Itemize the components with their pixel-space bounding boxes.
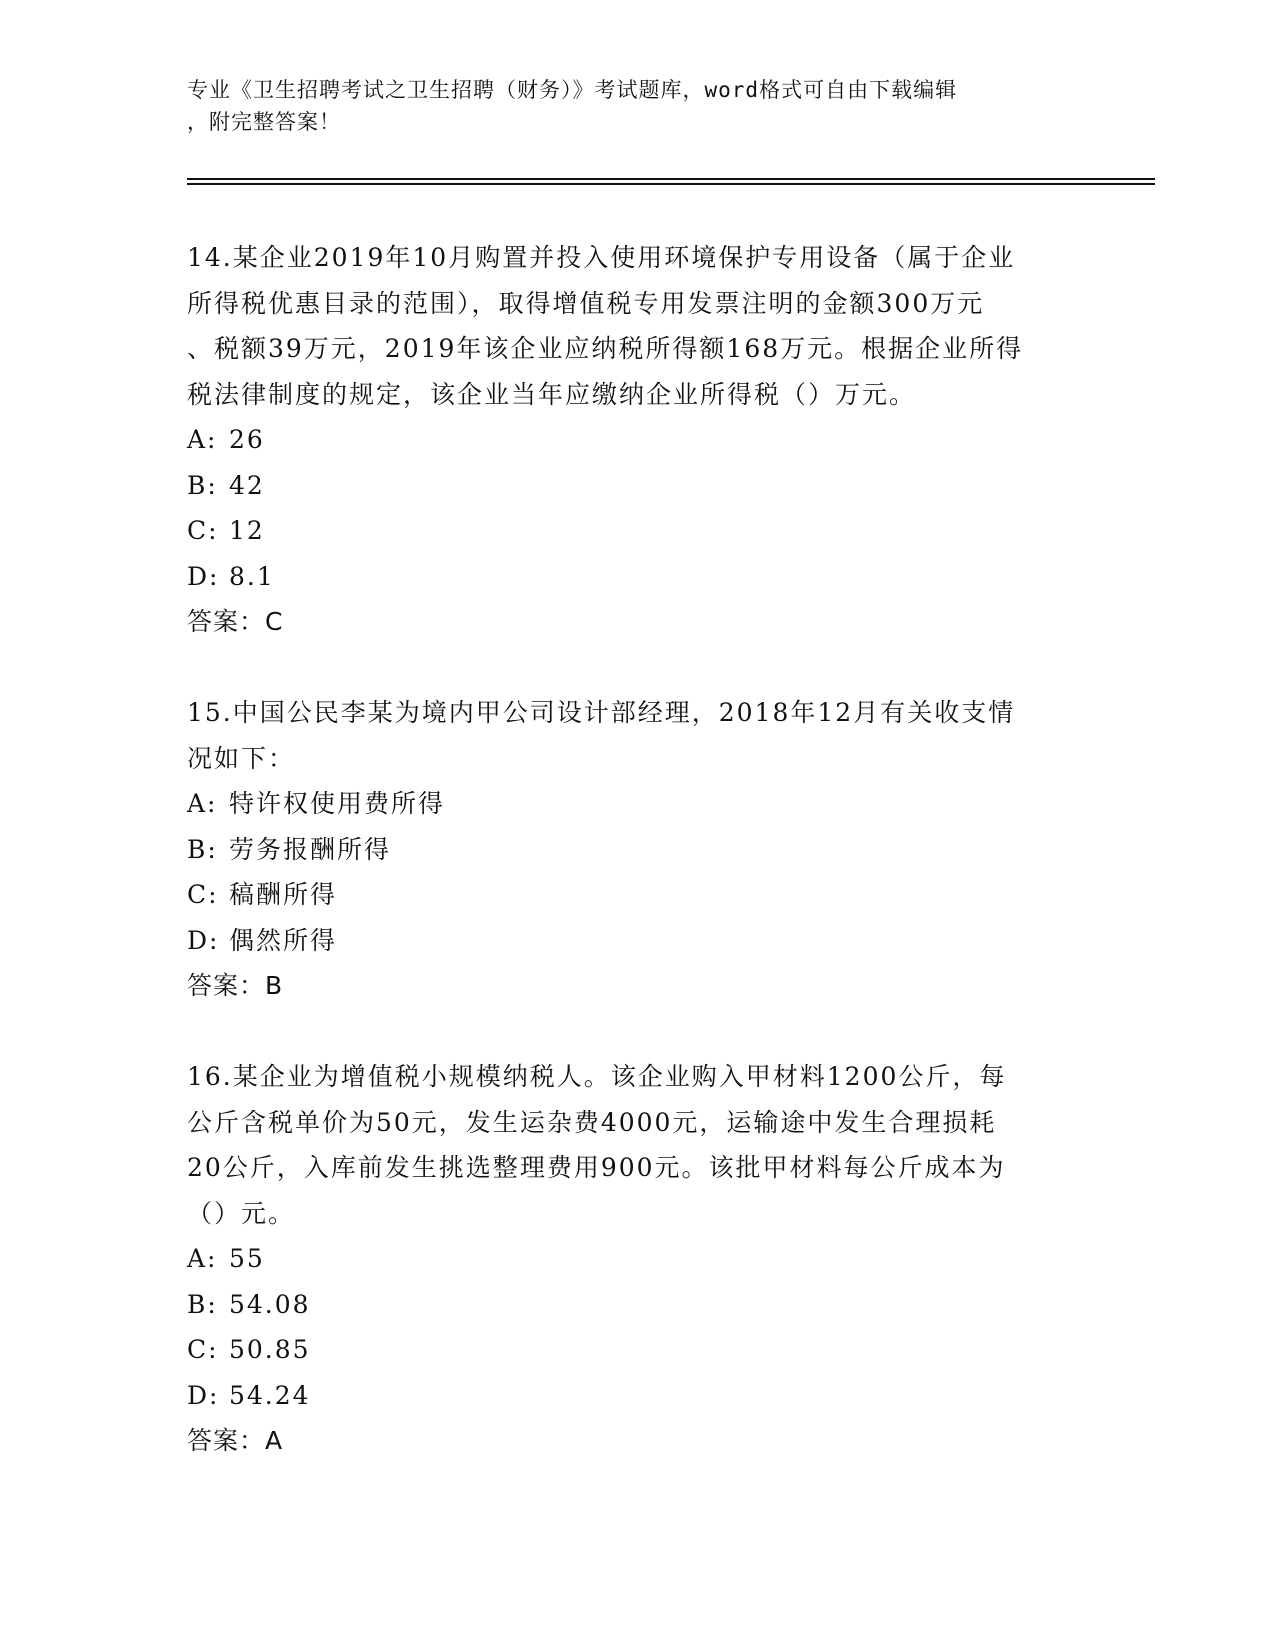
option-label: B: <box>187 1289 218 1319</box>
answer-line: 答案：B <box>187 971 284 1000</box>
option-text: 54.24 <box>229 1380 311 1410</box>
option-b <box>187 463 1087 509</box>
question-stem-line: （）元。 <box>187 1198 296 1228</box>
option-label: A: <box>187 425 218 454</box>
question-15 <box>187 690 1087 1009</box>
answer-line: 答案：C <box>187 607 284 636</box>
question-stem-line: 况如下： <box>187 743 296 773</box>
option-text: 12 <box>229 516 265 545</box>
option-text: 偶然所得 <box>229 925 338 955</box>
question-stem-line: 15.中国公民李某为境内甲公司设计部经理，2018年12月有关收支情 <box>187 698 1016 727</box>
option-label: A: <box>187 789 218 818</box>
option-text: 42 <box>229 470 265 500</box>
option-label: B: <box>187 834 218 864</box>
option-label: C: <box>187 1335 219 1364</box>
question-stem-line: 、税额39万元，2019年该企业应纳税所得额168万元。根据企业所得 <box>187 334 1024 363</box>
option-c <box>187 508 1087 554</box>
option-b <box>187 1282 1087 1328</box>
option-label: C: <box>187 880 219 909</box>
question-stem-line: 公斤含税单价为50元，发生运杂费4000元，运输途中发生合理损耗 <box>187 1107 997 1137</box>
document-header <box>187 74 1087 138</box>
option-text: 特许权使用费所得 <box>229 789 446 818</box>
option-text: 54.08 <box>229 1289 311 1319</box>
option-text: 26 <box>229 425 265 454</box>
option-b <box>187 827 1087 873</box>
header-line-2: ，附完整答案！ <box>187 110 341 134</box>
option-text: 劳务报酬所得 <box>229 834 392 864</box>
question-stem-line: 20公斤，入库前发生挑选整理费用900元。该批甲材料每公斤成本为 <box>187 1153 1006 1182</box>
option-d <box>187 918 1087 964</box>
option-a <box>187 1236 1087 1282</box>
option-text: 55 <box>229 1244 265 1273</box>
option-d <box>187 1373 1087 1419</box>
option-text: 50.85 <box>229 1335 311 1364</box>
option-c <box>187 1327 1087 1373</box>
option-d <box>187 554 1087 600</box>
question-stem-line: 14.某企业2019年10月购置并投入使用环境保护专用设备（属于企业 <box>187 243 1016 272</box>
question-stem-line: 16.某企业为增值税小规模纳税人。该企业购入甲材料1200公斤，每 <box>187 1062 1007 1091</box>
option-a <box>187 417 1087 463</box>
header-line-1: 专业《卫生招聘考试之卫生招聘（财务）》考试题库，word格式可自由下载编辑 <box>187 78 958 102</box>
option-text: 稿酬所得 <box>229 880 338 909</box>
question-stem-line: 所得税优惠目录的范围），取得增值税专用发票注明的金额300万元 <box>187 288 985 318</box>
header-divider-bottom <box>187 183 1155 185</box>
question-16 <box>187 1054 1087 1464</box>
option-c <box>187 872 1087 918</box>
question-stem-line: 税法律制度的规定，该企业当年应缴纳企业所得税（）万元。 <box>187 379 917 409</box>
option-text: 8.1 <box>229 561 275 591</box>
option-a <box>187 781 1087 827</box>
option-label: D: <box>187 925 220 955</box>
option-label: C: <box>187 516 219 545</box>
option-label: A: <box>187 1244 218 1273</box>
option-label: B: <box>187 470 218 500</box>
header-divider-top <box>187 178 1155 180</box>
answer-line: 答案：A <box>187 1426 284 1455</box>
question-14 <box>187 235 1087 645</box>
option-label: D: <box>187 561 220 591</box>
option-label: D: <box>187 1380 220 1410</box>
